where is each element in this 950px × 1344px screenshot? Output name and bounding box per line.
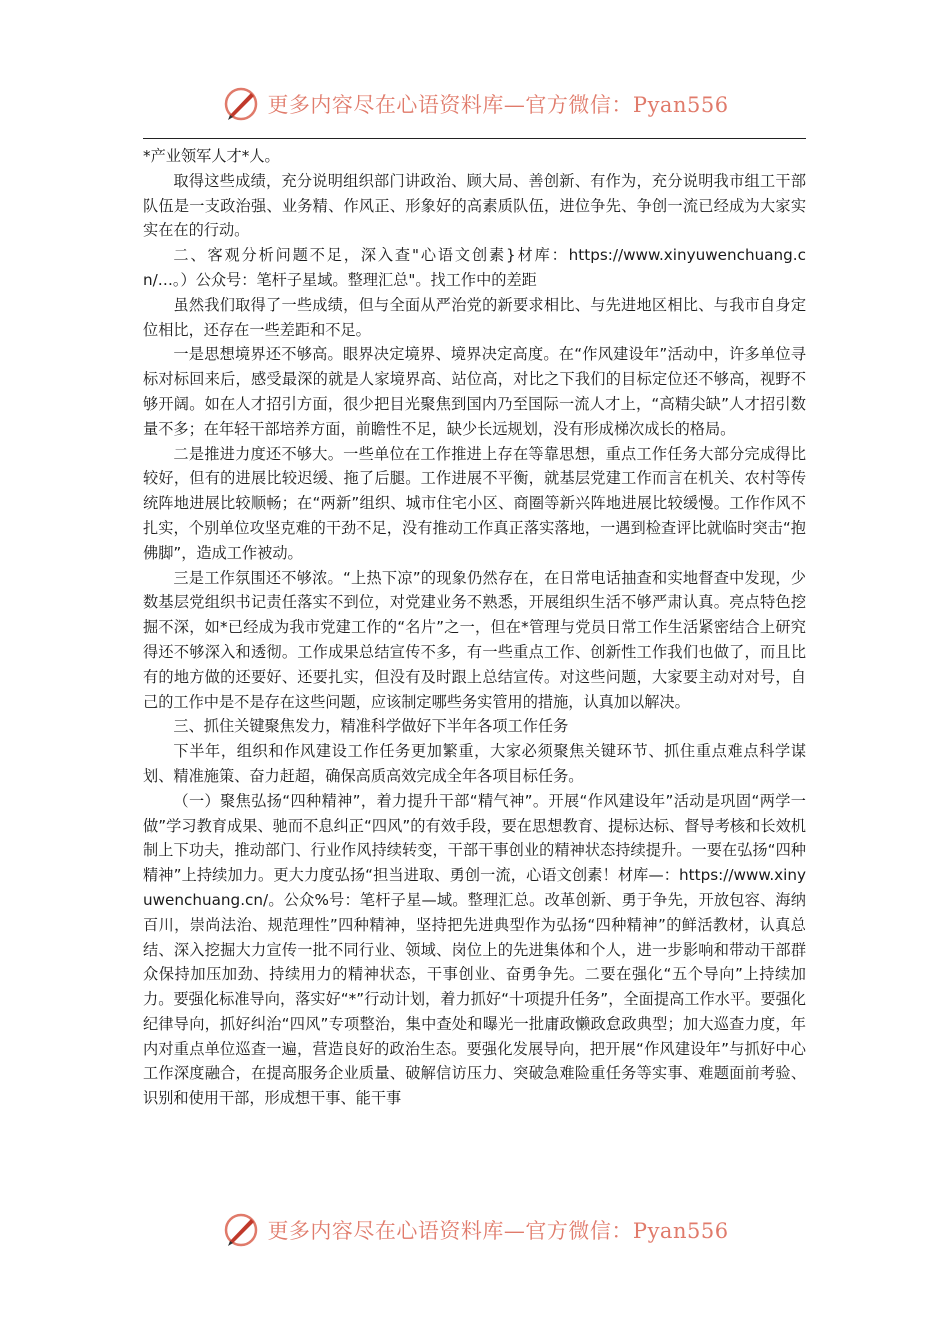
pen-writing-icon [221,1210,261,1250]
paragraph: 取得这些成绩，充分说明组织部门讲政治、顾大局、善创新、有作为，充分说明我市组工干部队伍是一支政治强、业务精、作风正、形象好的高素质队伍，进位争先、争创一流已经成为大家实实在在的行动。 [143,171,806,240]
paragraph: 二是推进力度还不够大。一些单位在工作推进上存在等靠思想，重点工作任务大部分完成得比较好，但有的进展比较迟缓、拖了后腿。工作进展不平衡，就基层党建工作而言在机关、农村等传统阵地进展比较顺畅；在“两新”组织、城市住宅小区、商圈等新兴阵地进展比较缓慢。工作作风不扎实，个别单位攻坚克难的干劲不足，没有推动工作真正落实落地，一遇到检查评比就临时突击“抱佛脚”，造成工作被动。 [143,444,806,562]
section-heading: 二、客观分析问题不足，深入查"心语文创素}材库：https://www.xinyuwenchuang.cn/…。）公众号：笔杆子星域。整理汇总"。找工作中的差距 [143,246,806,289]
watermark-text: 更多内容尽在心语资料库—官方微信：Pyan556 [267,1219,729,1243]
watermark-text: 更多内容尽在心语资料库—官方微信：Pyan556 [267,93,729,117]
footer-watermark [0,1206,950,1254]
paragraph: 下半年，组织和作风建设工作任务更加繁重，大家必须聚焦关键环节、抓住重点难点科学谋划、精准施策、奋力赶超，确保高质高效完成全年各项目标任务。 [143,742,806,785]
header-divider [143,138,806,139]
paragraph: （一）聚焦弘扬“四种精神”，着力提升干部“精气神”。开展“作风建设年”活动是巩固“两学一做”学习教育成果、驰而不息纠正“四风”的有效手段，要在思想教育、提标达标、督导考核和长效机制上下功夫，推动部门、行业作风持续转变，干部干事创业的精神状态持续提升。一要在弘扬“四种精神”上持续加力。更大力度弘扬“担当进取、勇创一流，心语文创素！材库—：https://www.xinyuwenchuang.cn/。公众%号：笔杆子星—域。整理汇总。改革创新、勇于争先，开放包容、海纳百川，崇尚法治、规范理性”四种精神，坚持把先进典型作为弘扬“四种精神”的鲜活教材，认真总结、深入挖掘大力宣传一批不同行业、领域、岗位上的先进集体和个人，进一步影响和带动干部群众保持加压加劲、持续用力的精神状态，干事创业、奋勇争先。二要在强化“五个导向”上持续加力。要强化标准导向，落实好“*”行动计划，着力抓好“十项提升任务”，全面提高工作水平。要强化纪律导向，抓好纠治“四风”专项整治，集中查处和曝光一批庸政懒政怠政典型；加大巡查力度，年内对重点单位巡查一遍，营造良好的政治生态。要强化发展导向，把开展“作风建设年”与抓好中心工作深度融合，在提高服务企业质量、破解信访压力、突破急难险重任务等实事、难题面前考验、识别和使用干部，形成想干事、能干事 [143,791,806,1108]
pen-writing-icon [221,84,261,124]
paragraph: 一是思想境界还不够高。眼界决定境界、境界决定高度。在“作风建设年”活动中，许多单位寻标对标回来后，感受最深的就是人家境界高、站位高，对比之下我们的目标定位还不够高，视野不够开阔。如在人才招引方面，很少把目光聚焦到国内乃至国际一流人才上，“高精尖缺”人才招引数量不多；在年轻干部培养方面，前瞻性不足，缺少长远规划，没有形成梯次成长的格局。 [143,345,806,438]
paragraph: *产业领军人才*人。 [143,147,280,165]
paragraph: 三是工作氛围还不够浓。“上热下凉”的现象仍然存在，在日常电话抽查和实地督查中发现，少数基层党组织书记责任落实不到位，对党建业务不熟悉，开展组织生活不够严肃认真。亮点特色挖掘不深，如*已经成为我市党建工作的“名片”之一，但在*管理与党员日常工作生活紧密结合上研究得还不够深入和透彻。工作成果总结宣传不多，有一些重点工作、创新性工作我们也做了，而且比有的地方做的还要好、还要扎实，但没有及时跟上总结宣传。对这些问题，大家要主动对对号，自己的工作中是不是存在这些问题，应该制定哪些务实管用的措施，认真加以解决。 [143,568,806,711]
header-watermark [0,80,950,128]
document-body [143,144,806,1111]
paragraph: 虽然我们取得了一些成绩，但与全面从严治党的新要求相比、与先进地区相比、与我市自身定位相比，还存在一些差距和不足。 [143,295,806,339]
section-heading: 三、抓住关键聚焦发力，精准科学做好下半年各项工作任务 [173,717,569,736]
